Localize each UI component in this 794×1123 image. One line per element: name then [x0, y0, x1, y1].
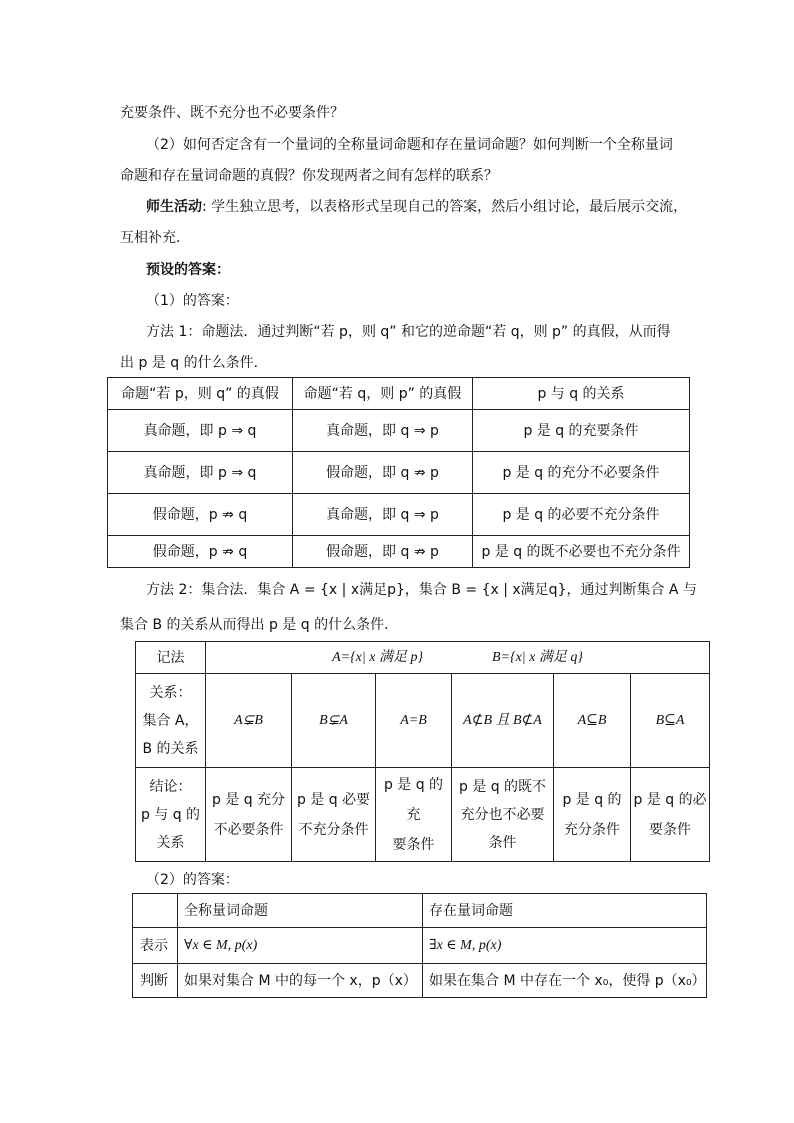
conclusion-label: [136, 768, 206, 862]
relation-label: [136, 674, 206, 768]
table-cell: 假命题，即 q ⇏ p: [293, 452, 473, 494]
notation-label: 记法: [136, 642, 206, 674]
conclusion-cell: [206, 768, 292, 862]
paragraph-line: （2）的答案：: [146, 872, 239, 888]
conclusion-cell: [452, 768, 554, 862]
table-cell: p 是 q 的必要不充分条件: [473, 494, 690, 536]
paragraph-line: 集合 B 的关系从而得出 p 是 q 的什么条件．: [120, 617, 399, 633]
table-cell: 真命题，即 q ⇒ p: [293, 494, 473, 536]
table-cell: p 是 q 的充分不必要条件: [473, 452, 690, 494]
relation-cell: A⊆B: [554, 674, 631, 768]
conclusion-line: p 是 q 的充: [383, 776, 444, 823]
paragraph-line: 方法 2：集合法．集合 A = {x | x满足p}，集合 B = {x | x满足q}，通过判断集合 A 与: [146, 582, 697, 598]
table-cell: 真命题，即 p ⇒ q: [108, 452, 293, 494]
conclusion-label-line: 关系: [156, 834, 185, 851]
row-label: 表示: [133, 928, 178, 964]
paragraph-line: 充要条件、既不充分也不必要条件？: [120, 105, 344, 121]
paragraph-line: 互相补充．: [120, 230, 190, 246]
conclusion-cell: [554, 768, 631, 862]
conclusion-label-line: 结论：: [149, 778, 192, 795]
relation-cell: A=B: [376, 674, 452, 768]
conclusion-line: 充分条件: [564, 821, 620, 838]
notation-sets: [206, 642, 710, 674]
relation-cell: B⊊A: [292, 674, 376, 768]
conclusion-line: 不充分条件: [298, 821, 369, 838]
activity-label: 师生活动: [146, 199, 202, 215]
relation-label-line: B 的关系: [142, 740, 199, 757]
conclusion-cell: [631, 768, 710, 862]
table-cell: p 是 q 的充要条件: [473, 410, 690, 452]
set-b-definition: B={x| x 满足 q}: [491, 650, 583, 665]
paragraph-line: 方法 1：命题法．通过判断“若 p，则 q” 和它的逆命题“若 q，则 p” 的真假，从而得: [146, 324, 671, 340]
condition-table: [107, 377, 690, 568]
table-header: 命题“若 p，则 q” 的真假: [108, 378, 293, 410]
paragraph-line: （2）如何否定含有一个量词的全称量词命题和存在量词命题？如何判断一个全称量词: [146, 137, 673, 153]
conclusion-line: 不必要条件: [213, 821, 284, 838]
section-heading: 预设的答案：: [146, 262, 230, 278]
paragraph-line: 命题和存在量词命题的真假？你发现两者之间有怎样的联系？: [120, 168, 498, 184]
row-label: 判断: [133, 964, 178, 998]
set-method-table: [135, 641, 710, 862]
conclusion-line: 充分也不必要: [460, 806, 545, 823]
relation-label-line: 关系：: [149, 684, 192, 701]
table-cell: 假命题，即 q ⇏ p: [293, 536, 473, 568]
table-header: p 与 q 的关系: [473, 378, 690, 410]
table-cell: ∃x ∈ M, p(x): [423, 928, 707, 964]
conclusion-line: p 是 q 的既不: [458, 778, 547, 795]
table-cell: 假命题，p ⇏ q: [108, 494, 293, 536]
table-cell: 真命题，即 q ⇒ p: [293, 410, 473, 452]
conclusion-cell: [292, 768, 376, 862]
conclusion-line: p 是 q 的: [562, 791, 622, 808]
relation-label-line: 集合 A，: [142, 712, 199, 729]
conclusion-cell: [376, 768, 452, 862]
paragraph-line: 出 p 是 q 的什么条件．: [120, 355, 268, 371]
table-cell: p 是 q 的既不必要也不充分条件: [473, 536, 690, 568]
conclusion-line: p 是 q 的必: [633, 791, 707, 808]
conclusion-line: 要条件: [392, 836, 435, 853]
table-cell: 如果对集合 M 中的每一个 x，p（x）: [178, 964, 423, 998]
conclusion-line: p 是 q 必要: [296, 791, 371, 808]
relation-cell: A⊊B: [206, 674, 292, 768]
table-header: 存在量词命题: [423, 894, 707, 928]
paragraph-line: [146, 197, 687, 217]
table-header: 全称量词命题: [178, 894, 423, 928]
conclusion-label-line: p 与 q 的: [140, 806, 201, 823]
conclusion-line: 条件: [488, 834, 517, 851]
table-cell: 如果在集合 M 中存在一个 x₀，使得 p（x₀）: [423, 964, 707, 998]
set-a-definition: A={x| x 满足 p}: [332, 650, 424, 665]
table-cell: 真命题，即 p ⇒ q: [108, 410, 293, 452]
relation-cell: B⊆A: [631, 674, 710, 768]
conclusion-line: 要条件: [649, 821, 692, 838]
paragraph-line: （1）的答案：: [146, 293, 239, 309]
conclusion-line: p 是 q 充分: [211, 791, 286, 808]
table-cell: 假命题，p ⇏ q: [108, 536, 293, 568]
table-corner: [133, 894, 178, 928]
activity-text: : 学生独立思考，以表格形式呈现自己的答案，然后小组讨论，最后展示交流，: [202, 199, 688, 215]
table-cell: ∀x ∈ M, p(x): [178, 928, 423, 964]
relation-cell: A⊄B 且 B⊄A: [452, 674, 554, 768]
quantifier-table: [132, 893, 707, 998]
table-header: 命题“若 q，则 p” 的真假: [293, 378, 473, 410]
